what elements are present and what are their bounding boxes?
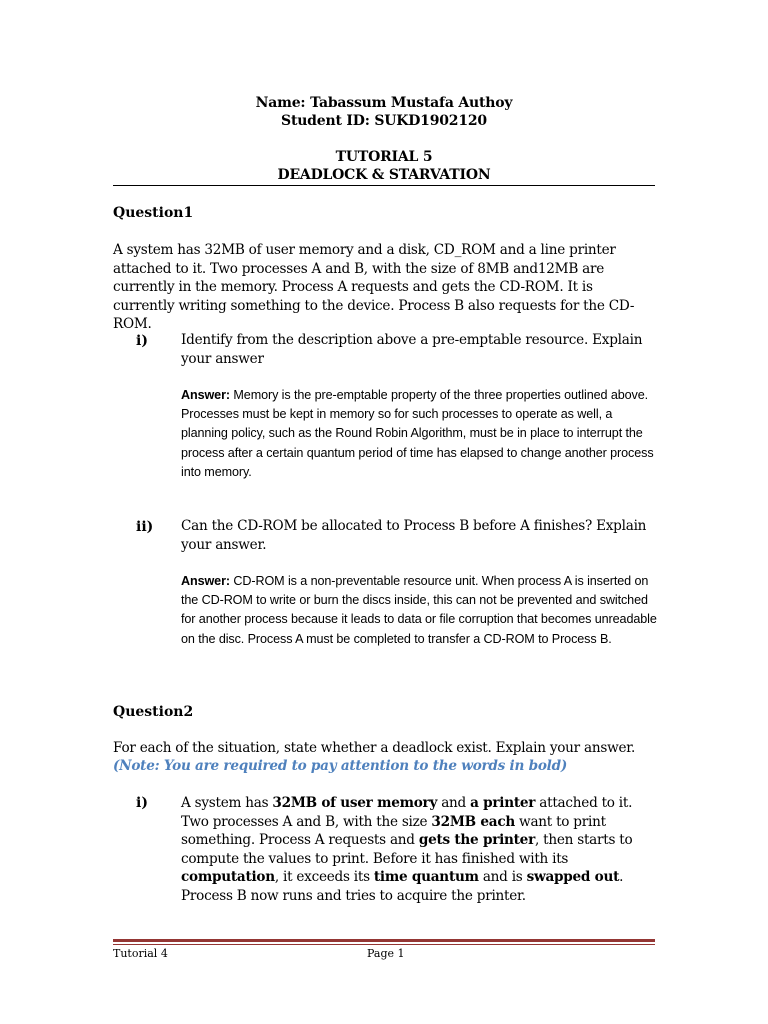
q1-item2-answer: [181, 572, 659, 649]
footer-left-text: Tutorial 4: [113, 947, 168, 960]
question2-heading: Question2: [113, 704, 194, 720]
answer-label: Answer:: [181, 388, 230, 402]
answer-label: Answer:: [181, 574, 230, 588]
bold-run: time quantum: [373, 869, 479, 886]
text-run: , it exceeds its: [274, 869, 374, 886]
q1-item1-question: Identify from the description above a pre-emptable resource. Explain your answer: [181, 332, 643, 367]
footer-rule-thick: [113, 939, 655, 942]
tutorial-number: TUTORIAL 5: [335, 149, 433, 165]
header-rule: [113, 185, 655, 186]
q1-item2-question: Can the CD-ROM be allocated to Process B before A finishes? Explain your answer.: [181, 518, 647, 553]
q1-item2-number: ii): [136, 519, 154, 535]
tutorial-topic: DEADLOCK & STARVATION: [277, 167, 491, 183]
answer-text: CD-ROM is a non-preventable resource unit. When process A is inserted on the CD-ROM to write or burn the discs inside, this can not be prevented and switched for another process because it leads to data or file corruption that becomes unreadable on the disc. Process A must be completed to transfer a CD-ROM to Process B.: [181, 574, 657, 646]
text-run: . Process B now runs and tries to acquire the printer.: [181, 869, 624, 904]
q2-item1-question: [181, 794, 659, 906]
text-run: , then starts to compute the values to print. Before it has finished with its: [181, 832, 633, 867]
question2-note: (Note: You are required to pay attention to the words in bold): [113, 758, 568, 774]
text-run: attached to it. Two processes A and B, with the size: [181, 795, 633, 830]
text-run: A system has: [181, 795, 273, 811]
question1-intro: A system has 32MB of user memory and a disk, CD_ROM and a line printer attached to it. Two processes A and B, with the size of 8MB and12MB are currently in the memory. Process A requests and gets the CD-ROM. It is currently writing something to the device. Process B also requests for the CD-ROM.: [113, 242, 635, 333]
text-run: and: [437, 795, 471, 811]
text-run: want to print something. Process A requests and: [181, 813, 606, 849]
bold-run: 32MB each: [431, 813, 515, 830]
answer-text: Memory is the pre-emptable property of the three properties outlined above. Processes must be kept in memory so for such processes to operate as well, a planning policy, such as the Round Robin Algorithm, must be in place to interrupt the process after a certain quantum period of time has elapsed to change another process into memory.: [181, 388, 654, 479]
q1-item1-number: i): [136, 333, 148, 349]
text-run: and is: [478, 869, 527, 886]
bold-run: computation: [181, 869, 275, 886]
question2-intro: For each of the situation, state whether a deadlock exist. Explain your answer.: [113, 740, 636, 756]
bold-run: gets the printer: [418, 832, 535, 849]
bold-run: a printer: [470, 795, 536, 811]
q2-item1-number: i): [136, 795, 148, 811]
footer-rule-thin: [113, 944, 655, 945]
question1-heading: Question1: [113, 205, 194, 221]
student-id: Student ID: SUKD1902120: [281, 113, 487, 129]
student-name: Name: Tabassum Mustafa Authoy: [255, 95, 513, 111]
bold-run: 32MB of user memory: [272, 795, 438, 811]
page-number: Page 1: [367, 947, 405, 960]
q1-item1-answer: [181, 386, 659, 482]
bold-run: swapped out: [526, 869, 620, 886]
